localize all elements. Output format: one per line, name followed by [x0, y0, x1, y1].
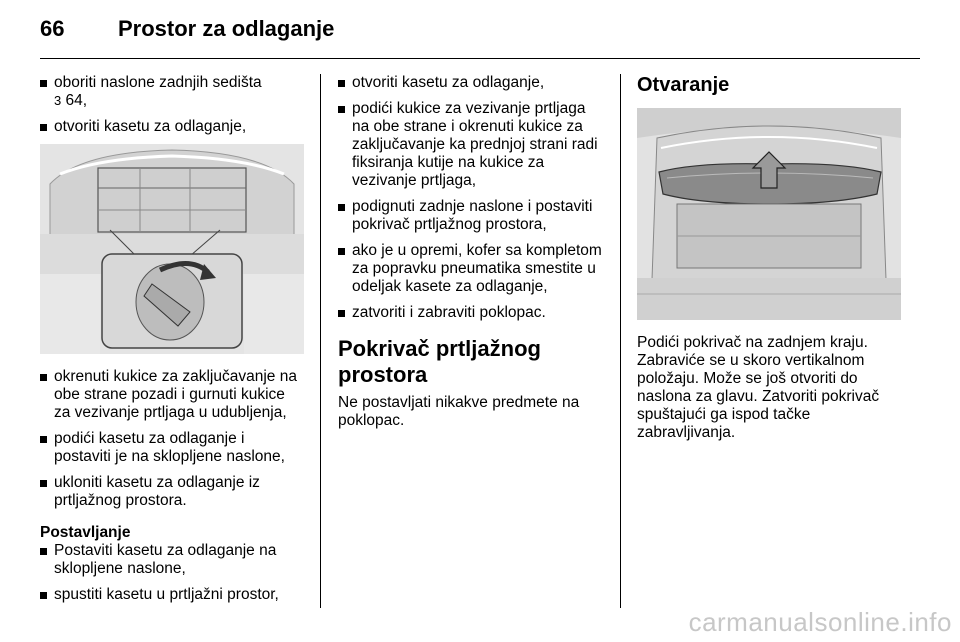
- list-item: ako je u opremi, kofer sa kompletom za popravku pneumatika smestite u odeljak kasete za odlaganje,: [338, 242, 606, 296]
- list-item: oboriti naslone zadnjih sedišta 3 64,: [40, 74, 304, 110]
- column-divider-2: [620, 74, 621, 608]
- bullet-list-continued-steps: [338, 74, 606, 322]
- list-item: podići kukice za vezivanje prtljaga na obe strane i okrenuti kukice za zaključavanje ka prednjoj strani radi fiksiranja kutije na kukice za vezivanje prtljaga,: [338, 100, 606, 190]
- trunk-cover-illustration: [637, 108, 901, 320]
- column-2: [338, 74, 606, 430]
- list-item: otvoriti kasetu za odlaganje,: [338, 74, 606, 92]
- bullet-list-lift-steps: [40, 368, 304, 510]
- opening-paragraph: Podići pokrivač na zadnjem kraju. Zabraviće se u skoro vertikalnom položaju. Može se još otvoriti do naslona za glavu. Zatvoriti pokrivač spuštajući ga ispod tačke zabravljivanja.: [637, 334, 880, 441]
- list-item: zatvoriti i zabraviti poklopac.: [338, 304, 606, 322]
- list-item: spustiti kasetu u prtljažni prostor,: [40, 586, 304, 604]
- list-item: podignuti zadnje naslone i postaviti pokrivač prtljažnog prostora,: [338, 198, 606, 234]
- page-header: [40, 0, 920, 59]
- subheading-otvaranje: Otvaranje: [637, 74, 730, 96]
- watermark: carmanualsonline.info: [688, 607, 952, 637]
- section-heading-cover: Pokrivač prtljažnog prostora: [338, 336, 541, 387]
- page-reference[interactable]: 64,: [61, 92, 88, 109]
- column-3: [637, 74, 903, 442]
- column-1: [40, 74, 304, 612]
- column-divider-1: [320, 74, 321, 608]
- bullet-list-install-steps: [40, 542, 304, 604]
- page-number: 66: [40, 16, 65, 41]
- reference-arrow-icon: 3: [54, 93, 62, 108]
- subheading-postavljanje: Postavljanje: [40, 524, 131, 541]
- list-item: okrenuti kukice za zaključavanje na obe strane pozadi i gurnuti kukice za vezivanje prtljaga u udubljenja,: [40, 368, 304, 422]
- list-item: podići kasetu za odlaganje i postaviti je na sklopljene naslone,: [40, 430, 304, 466]
- cover-paragraph: Ne postavljati nikakve predmete na poklopac.: [338, 394, 580, 429]
- list-item: otvoriti kasetu za odlaganje,: [40, 118, 304, 136]
- list-item: Postaviti kasetu za odlaganje na sklopljene naslone,: [40, 542, 304, 578]
- storage-box-illustration: [40, 144, 304, 354]
- bullet-list-remove-steps: [40, 74, 304, 136]
- list-item: ukloniti kasetu za odlaganje iz prtljažnog prostora.: [40, 474, 304, 510]
- page-title: Prostor za odlaganje: [118, 16, 335, 41]
